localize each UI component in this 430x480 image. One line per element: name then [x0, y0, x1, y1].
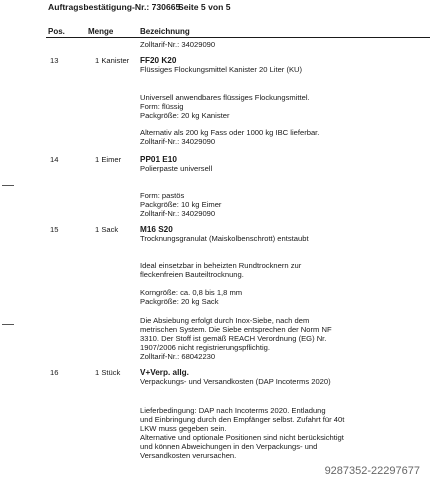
order-number: Auftragsbestätigung-Nr.: 730665	[48, 2, 181, 12]
col-header-pos: Pos.	[48, 27, 65, 36]
item-13-desc-1: Universell anwendbares flüssiges Flockungsmittel.	[140, 93, 310, 102]
item-15-desc-8: 1907/2006 nicht registrierungspflichtig.	[140, 343, 271, 352]
item-16-qty: 1 Stück	[95, 368, 121, 377]
customs-number-line: Zolltarif-Nr.: 34029090	[140, 40, 216, 49]
page-indicator: Seite 5 von 5	[178, 2, 231, 12]
item-15-desc-9: Zolltarif-Nr.: 68042230	[140, 352, 216, 361]
item-16-pos: 16	[50, 368, 59, 377]
item-14-desc-0: Polierpaste universell	[140, 164, 213, 173]
item-14-desc-1: Form: pastös	[140, 191, 185, 200]
item-15-desc-7: 3310. Der Stoff ist gemäß REACH Verordnung (EG) Nr.	[140, 334, 327, 343]
item-13-qty: 1 Kanister	[95, 56, 130, 65]
item-13-desc-4: Alternativ als 200 kg Fass oder 1000 kg IBC lieferbar.	[140, 128, 320, 137]
item-16-desc-1: Lieferbedingung: DAP nach Incoterms 2020. Entladung	[140, 406, 326, 415]
fold-mark	[2, 324, 14, 325]
col-header-bezeichnung: Bezeichnung	[140, 27, 190, 36]
item-13-desc-0: Flüssiges Flockungsmittel Kanister 20 Liter (KU)	[140, 65, 303, 74]
item-15-desc-2: fleckenfreien Bauteiltrocknung.	[140, 270, 244, 279]
col-header-menge: Menge	[88, 27, 114, 36]
item-14-desc-2: Packgröße: 10 kg Eimer	[140, 200, 222, 209]
item-15-code: M16 S20	[140, 225, 173, 234]
item-16-desc-0: Verpackungs- und Versandkosten (DAP Incoterms 2020)	[140, 377, 331, 386]
item-16-code: V+Verp. allg.	[140, 368, 189, 377]
item-16-desc-6: Versandkosten verursachen.	[140, 451, 237, 460]
item-13-code: FF20 K20	[140, 56, 177, 65]
item-15-desc-4: Packgröße: 20 kg Sack	[140, 297, 219, 306]
item-16-desc-4: Alternative und optionale Positionen sind nicht berücksichtigt	[140, 433, 344, 442]
item-15-desc-3: Korngröße: ca. 0,8 bis 1,8 mm	[140, 288, 243, 297]
item-15-desc-1: Ideal einsetzbar in beheizten Rundtrocknern zur	[140, 261, 302, 270]
item-14-qty: 1 Eimer	[95, 155, 122, 164]
item-14-desc-3: Zolltarif-Nr.: 34029090	[140, 209, 216, 218]
item-15-qty: 1 Sack	[95, 225, 119, 234]
item-16-desc-5: und können Abweichungen in den Verpackungs- und	[140, 442, 318, 451]
fold-mark	[2, 185, 14, 186]
item-14-code: PP01 E10	[140, 155, 177, 164]
watermark-id: 9287352-22297677	[324, 465, 420, 477]
item-13-desc-5: Zolltarif-Nr.: 34029090	[140, 137, 216, 146]
item-15-pos: 15	[50, 225, 59, 234]
item-16-desc-2: und Einbringung durch den Empfänger selbst. Zufahrt für 40t	[140, 415, 345, 424]
item-16-desc-3: LKW muss gegeben sein.	[140, 424, 227, 433]
item-13-desc-3: Packgröße: 20 kg Kanister	[140, 111, 230, 120]
header-divider	[46, 37, 430, 38]
item-13-desc-2: Form: flüssig	[140, 102, 184, 111]
item-13-pos: 13	[50, 56, 59, 65]
item-14-pos: 14	[50, 155, 59, 164]
item-15-desc-5: Die Absiebung erfolgt durch Inox-Siebe, nach dem	[140, 316, 310, 325]
item-15-desc-0: Trocknungsgranulat (Maiskolbenschrott) entstaubt	[140, 234, 309, 243]
item-15-desc-6: metrischen System. Die Siebe entsprechen der Norm NF	[140, 325, 332, 334]
